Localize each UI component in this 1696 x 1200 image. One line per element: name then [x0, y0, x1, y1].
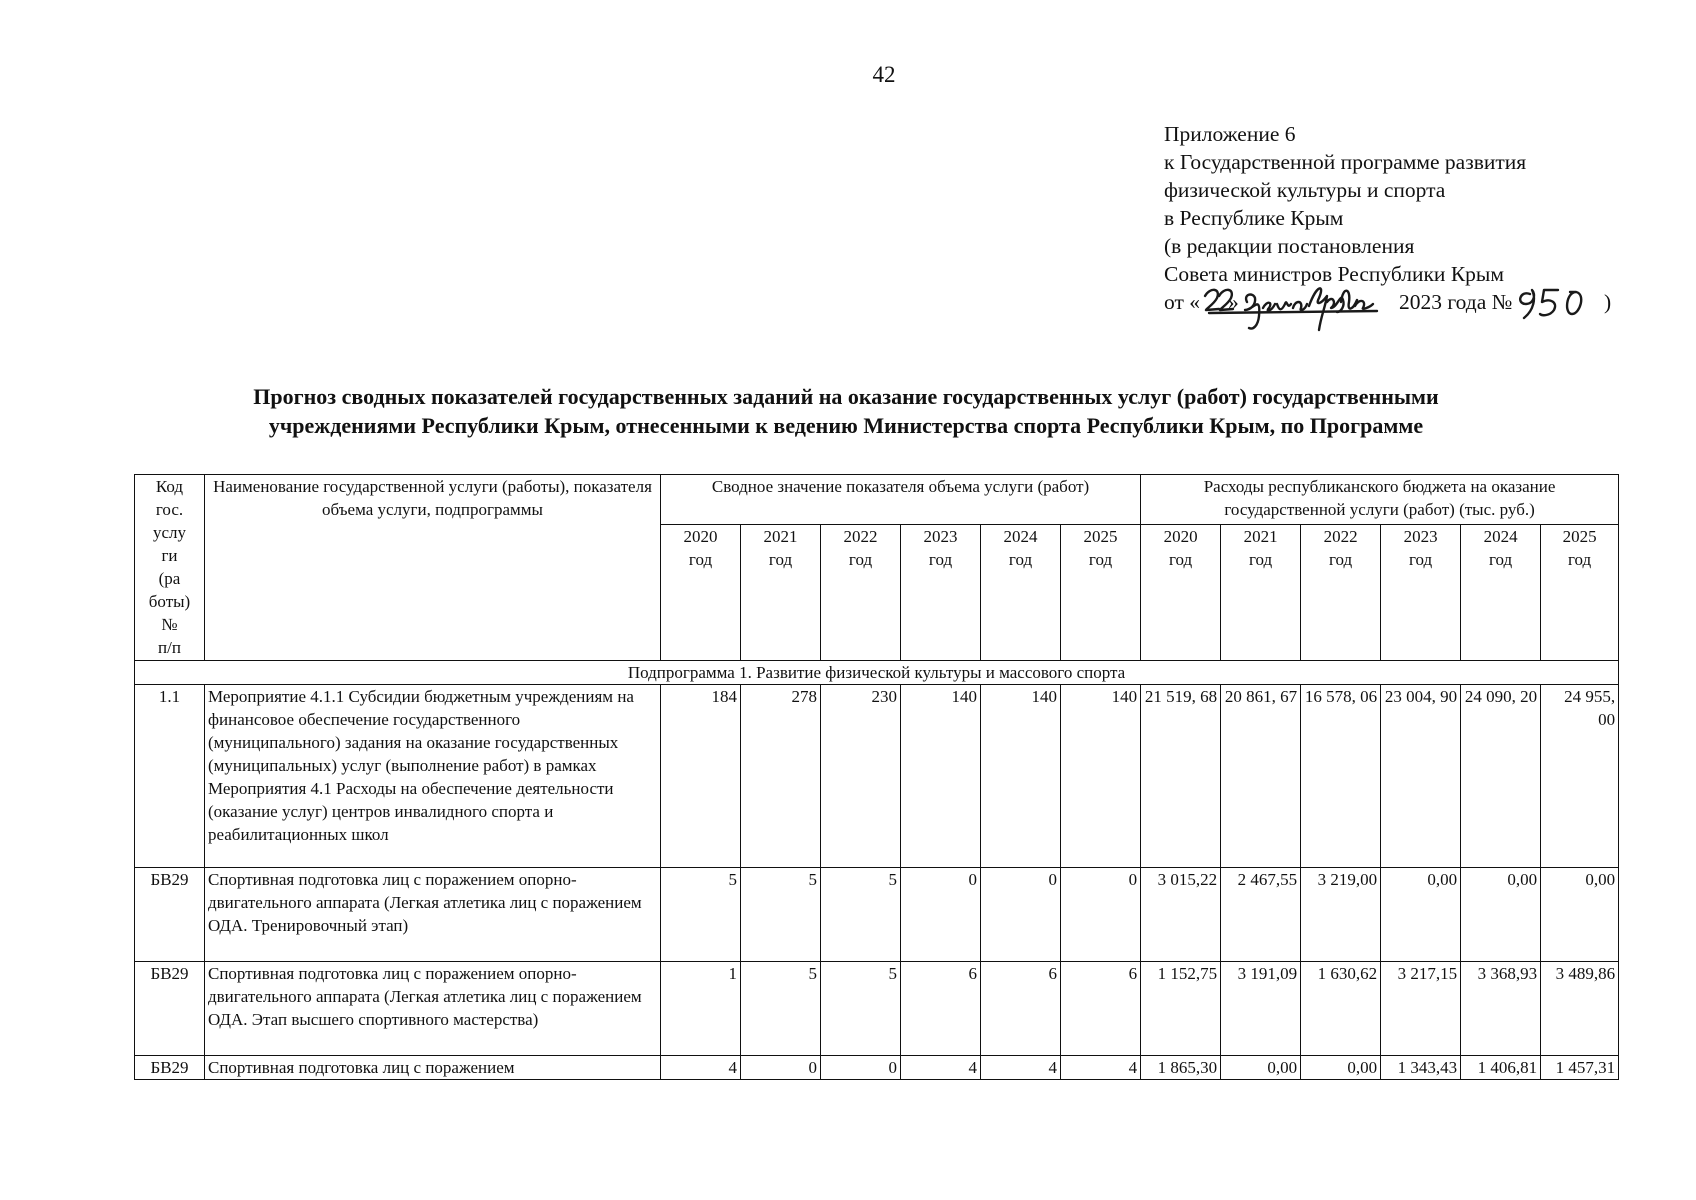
header-code-line: п/п — [158, 638, 181, 657]
budget-cell: 2 467,55 — [1221, 868, 1301, 962]
year-value: 2022 — [1323, 527, 1358, 546]
year-word: год — [688, 550, 713, 569]
row-name: Спортивная подготовка лиц с поражением опорно-двигательного аппарата (Легкая атлетика лиц с поражением ОДА. Тренировочный этап) — [205, 868, 661, 962]
year-word: год — [1567, 550, 1592, 569]
appendix-line: к Государственной программе развития — [1164, 150, 1527, 174]
volume-cell: 4 — [981, 1056, 1061, 1080]
row-code: БВ29 — [135, 1056, 205, 1080]
header-year — [661, 525, 741, 661]
year-word: год — [1328, 550, 1353, 569]
volume-cell: 5 — [821, 962, 901, 1056]
volume-cell: 4 — [901, 1056, 981, 1080]
row-code: 1.1 — [135, 685, 205, 868]
handwritten-number-icon — [1514, 284, 1600, 324]
header-code-line: гос. — [155, 500, 184, 519]
year-word: год — [1088, 550, 1113, 569]
volume-cell: 0 — [1061, 868, 1141, 962]
budget-cell: 1 152,75 — [1141, 962, 1221, 1056]
budget-cell: 23 004, 90 — [1381, 685, 1461, 868]
year-value: 2024 — [1483, 527, 1518, 546]
decree-date-line — [1164, 288, 1612, 316]
volume-cell: 5 — [741, 868, 821, 962]
budget-cell: 20 861, 67 — [1221, 685, 1301, 868]
budget-cell: 21 519, 68 — [1141, 685, 1221, 868]
row-name: Спортивная подготовка лиц с поражением — [205, 1056, 661, 1080]
indicators-table — [134, 474, 1619, 1080]
volume-cell: 140 — [981, 685, 1061, 868]
table-row — [135, 1056, 1619, 1080]
header-year — [901, 525, 981, 661]
title-line: Прогноз сводных показателей государственных заданий на оказание государственных услуг (работ) государственными — [253, 384, 1439, 409]
year-word: год — [848, 550, 873, 569]
header-budget-group: Расходы республиканского бюджета на оказание государственной услуги (работ) (тыс. руб.) — [1141, 475, 1619, 525]
volume-cell: 278 — [741, 685, 821, 868]
volume-cell: 184 — [661, 685, 741, 868]
document-title — [100, 382, 1592, 440]
volume-cell: 4 — [661, 1056, 741, 1080]
volume-cell: 0 — [981, 868, 1061, 962]
volume-cell: 0 — [901, 868, 981, 962]
appendix-line: в Республике Крым — [1164, 206, 1344, 230]
year-value: 2025 — [1562, 527, 1597, 546]
year-word: год — [1248, 550, 1273, 569]
table-row — [135, 962, 1619, 1056]
year-word: год — [1488, 550, 1513, 569]
header-code-line: ги — [161, 546, 178, 565]
year-value: 2020 — [1163, 527, 1198, 546]
row-name: Спортивная подготовка лиц с поражением опорно-двигательного аппарата (Легкая атлетика лиц с поражением ОДА. Этап высшего спортивного мастерства) — [205, 962, 661, 1056]
date-prefix: от « — [1164, 290, 1200, 314]
header-year — [1221, 525, 1301, 661]
volume-cell: 5 — [661, 868, 741, 962]
header-name: Наименование государственной услуги (работы), показателя объема услуги, подпрограммы — [205, 475, 661, 661]
budget-cell: 24 090, 20 — [1461, 685, 1541, 868]
header-year — [1141, 525, 1221, 661]
budget-cell: 0,00 — [1301, 1056, 1381, 1080]
budget-cell: 1 406,81 — [1461, 1056, 1541, 1080]
budget-cell: 3 219,00 — [1301, 868, 1381, 962]
date-suffix: ) — [1604, 290, 1612, 314]
header-year — [981, 525, 1061, 661]
title-line: учреждениями Республики Крым, отнесенными к ведению Министерства спорта Республики Крым, по Программе — [268, 413, 1424, 438]
header-code-line: № — [161, 615, 178, 634]
volume-cell: 1 — [661, 962, 741, 1056]
volume-cell: 5 — [821, 868, 901, 962]
year-value: 2025 — [1083, 527, 1118, 546]
row-name: Мероприятие 4.1.1 Субсидии бюджетным учреждениям на финансовое обеспечение государственного (муниципального) задания на оказание государственных (муниципальных) услуг (выполнение работ) в рамках Мероприятия 4.1 Расходы на обеспечение деятельности (оказание услуг) центров инвалидного спорта и реабилитационных школ — [205, 685, 661, 868]
table-row — [135, 685, 1619, 868]
volume-cell: 5 — [741, 962, 821, 1056]
appendix-line: Совета министров Республики Крым — [1164, 262, 1504, 286]
appendix-block — [1164, 120, 1612, 316]
page-number: 42 — [872, 62, 896, 87]
handwritten-date-icon — [1201, 282, 1399, 332]
volume-cell: 0 — [741, 1056, 821, 1080]
budget-cell: 3 489,86 — [1541, 962, 1619, 1056]
row-code: БВ29 — [135, 868, 205, 962]
volume-cell: 230 — [821, 685, 901, 868]
year-value: 2024 — [1003, 527, 1038, 546]
budget-cell: 1 343,43 — [1381, 1056, 1461, 1080]
year-value: 2022 — [843, 527, 878, 546]
year-value: 2021 — [1243, 527, 1278, 546]
date-close-quote: » — [1228, 290, 1239, 314]
header-code-line: боты) — [148, 592, 191, 611]
budget-cell: 3 368,93 — [1461, 962, 1541, 1056]
header-year — [1461, 525, 1541, 661]
volume-cell: 140 — [1061, 685, 1141, 868]
year-word: год — [1408, 550, 1433, 569]
budget-cell: 1 457,31 — [1541, 1056, 1619, 1080]
budget-cell: 0,00 — [1381, 868, 1461, 962]
year-value: 2021 — [763, 527, 798, 546]
appendix-line: физической культуры и спорта — [1164, 178, 1446, 202]
year-word: год — [1008, 550, 1033, 569]
budget-cell: 3 217,15 — [1381, 962, 1461, 1056]
budget-cell: 1 630,62 — [1301, 962, 1381, 1056]
header-year — [1301, 525, 1381, 661]
budget-cell: 16 578, 06 — [1301, 685, 1381, 868]
header-code-line: Код — [155, 477, 184, 496]
date-year: 2023 года № — [1399, 290, 1513, 314]
volume-cell: 6 — [981, 962, 1061, 1056]
volume-cell: 0 — [821, 1056, 901, 1080]
budget-cell: 0,00 — [1461, 868, 1541, 962]
header-year — [1541, 525, 1619, 661]
budget-cell: 0,00 — [1221, 1056, 1301, 1080]
year-word: год — [928, 550, 953, 569]
year-word: год — [1168, 550, 1193, 569]
budget-cell: 24 955, 00 — [1541, 685, 1619, 868]
budget-cell: 1 865,30 — [1141, 1056, 1221, 1080]
budget-cell: 0,00 — [1541, 868, 1619, 962]
year-word: год — [768, 550, 793, 569]
appendix-line: (в редакции постановления — [1164, 234, 1415, 258]
header-volume-group: Сводное значение показателя объема услуги (работ) — [661, 475, 1141, 525]
volume-cell: 6 — [1061, 962, 1141, 1056]
subprogram-title: Подпрограмма 1. Развитие физической культуры и массового спорта — [135, 661, 1619, 685]
year-value: 2023 — [1403, 527, 1438, 546]
subprogram-row — [135, 661, 1619, 685]
row-code: БВ29 — [135, 962, 205, 1056]
header-year — [821, 525, 901, 661]
volume-cell: 4 — [1061, 1056, 1141, 1080]
volume-cell: 6 — [901, 962, 981, 1056]
volume-cell: 140 — [901, 685, 981, 868]
year-value: 2020 — [683, 527, 718, 546]
budget-cell: 3 191,09 — [1221, 962, 1301, 1056]
budget-cell: 3 015,22 — [1141, 868, 1221, 962]
header-code — [135, 475, 205, 661]
appendix-line: Приложение 6 — [1164, 122, 1296, 146]
header-year — [1381, 525, 1461, 661]
table-row — [135, 868, 1619, 962]
header-code-line: услу — [152, 523, 187, 542]
header-year — [1061, 525, 1141, 661]
year-value: 2023 — [923, 527, 958, 546]
header-code-line: (ра — [158, 569, 181, 588]
header-row — [135, 475, 1619, 525]
header-year — [741, 525, 821, 661]
